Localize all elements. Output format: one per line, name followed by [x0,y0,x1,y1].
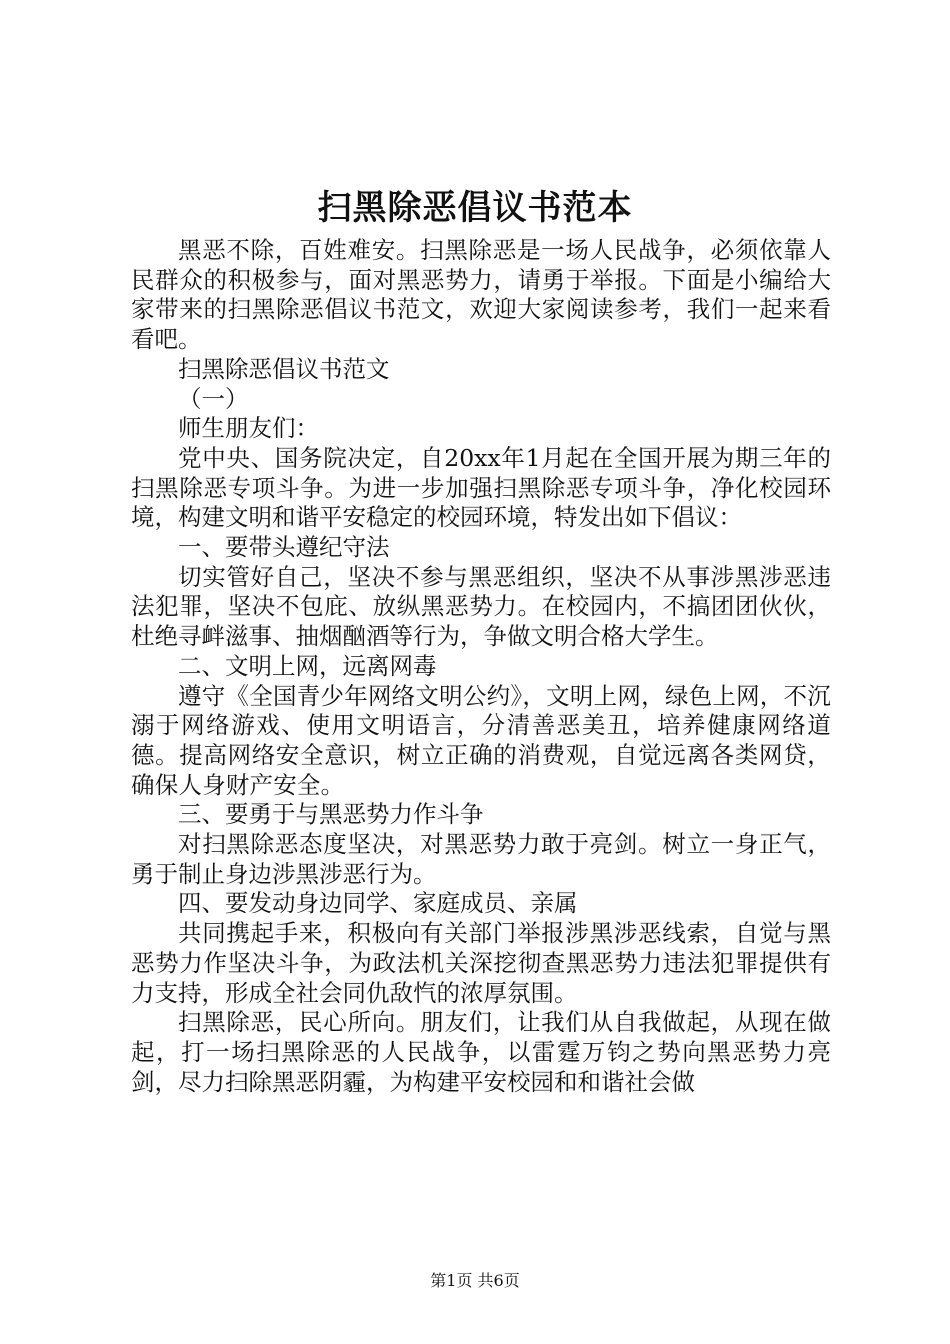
page-footer: 第1页 共6页 [430,1271,520,1290]
salutation: 师生朋友们： [178,414,319,443]
body-paragraph: 切实管好自己，坚决不参与黑恶组织，坚决不从事涉黑涉恶违法犯罪，坚决不包庇、放纵黑恶势力。在校园内，不搞团团伙伙，杜绝寻衅滋事、抽烟酗酒等行为，争做文明合格大学生。 [131,562,831,651]
document-body [131,236,831,1097]
body-paragraph: 扫黑除恶，民心所向。朋友们，让我们从自我做起，从现在做起，打一场扫黑除恶的人民战争，以雷霆万钧之势向黑恶势力亮剑，尽力扫除黑恶阴霾，为构建平安校园和和谐社会做 [131,1008,831,1096]
point-heading: 三、要勇于与黑恶势力作斗争 [178,800,484,829]
body-paragraph: 共同携起手来，积极向有关部门举报涉黑涉恶线索，自觉与黑恶势力作坚决斗争，为政法机关深挖彻查黑恶势力违法犯罪提供有力支持，形成全社会同仇敌忾的浓厚氛围。 [131,919,831,1007]
body-paragraph: 党中央、国务院决定，自20xx年1月起在全国开展为期三年的扫黑除恶专项斗争。为进一步加强扫黑除恶专项斗争，净化校园环境，构建文明和谐平安稳定的校园环境，特发出如下倡议： [131,443,831,532]
body-paragraph: 遵守《全国青少年网络文明公约》，文明上网，绿色上网，不沉溺于网络游戏、使用文明语言，分清善恶美丑，培养健康网络道德。提高网络安全意识，树立正确的消费观，自觉远离各类网贷，确保人身财产安全。 [131,681,831,799]
section-number: （一） [178,384,249,413]
point-heading: 一、要带头遵纪守法 [178,533,390,562]
body-paragraph: 对扫黑除恶态度坚决，对黑恶势力敢于亮剑。树立一身正气，勇于制止身边涉黑涉恶行为。 [131,830,831,888]
point-heading: 二、文明上网，远离网毒 [178,651,437,680]
point-heading: 四、要发动身边同学、家庭成员、亲属 [178,889,578,918]
intro-paragraph: 黑恶不除，百姓难安。扫黑除恶是一场人民战争，必须依靠人民群众的积极参与，面对黑恶势力，请勇于举报。下面是小编给大家带来的扫黑除恶倡议书范文，欢迎大家阅读参考，我们一起来看看吧。 [131,236,831,354]
document-title: 扫黑除恶倡议书范本 [317,188,633,228]
section-heading: 扫黑除恶倡议书范文 [178,354,390,383]
